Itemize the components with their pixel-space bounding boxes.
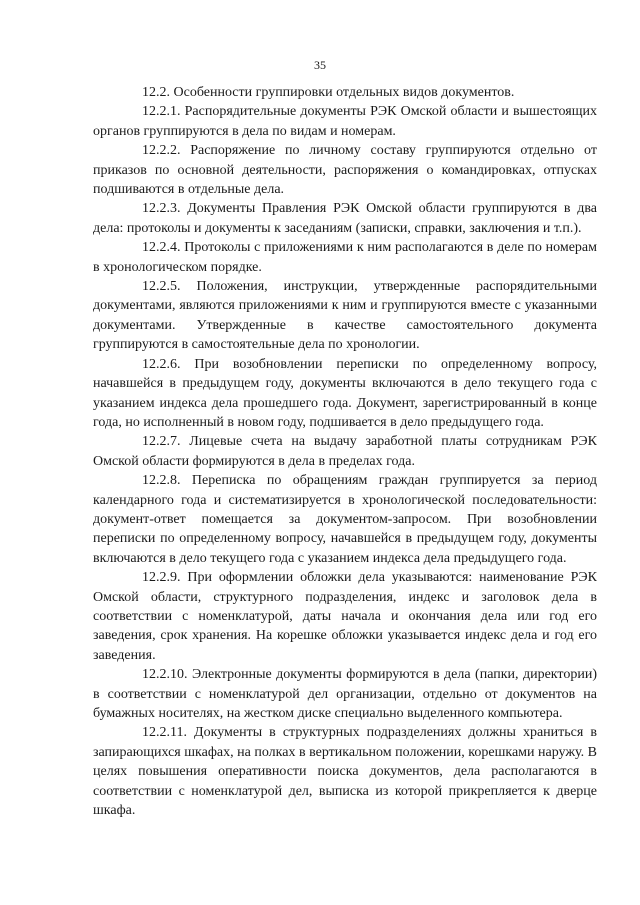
page-number: 35 — [314, 58, 326, 72]
paragraph-12-2-6: 12.2.6. При возобновлении переписки по определенному вопросу, начавшейся в предыдущем году, документы включаются в дело текущего года с указанием индекса дела прошедшего года. Документ, зарегистрированный в конце года, но исполненный в новом году, подшивается в дело предыдущего года. — [93, 356, 597, 430]
paragraph-12-2-4: 12.2.4. Протоколы с приложениями к ним располагаются в деле по номерам в хронологическом порядке. — [93, 240, 597, 275]
document-body — [93, 83, 597, 820]
paragraph-12-2-2: 12.2.2. Распоряжение по личному составу группируются отдельно от приказов по основной деятельности, распоряжения о командировках, отпусках подшиваются в отдельные дела. — [93, 143, 597, 198]
paragraph-12-2-3: 12.2.3. Документы Правления РЭК Омской области группируются в два дела: протоколы и документы к заседаниям (записки, справки, заключения и т.п.). — [93, 201, 597, 236]
paragraph-12-2-7: 12.2.7. Лицевые счета на выдачу заработной платы сотрудникам РЭК Омской области формируются в дела в пределах года. — [93, 434, 597, 469]
paragraph-12-2-1: 12.2.1. Распорядительные документы РЭК Омской области и вышестоящих органов группируются в дела по видам и номерам. — [93, 104, 597, 139]
paragraph-12-2-5: 12.2.5. Положения, инструкции, утвержденные распорядительными документами, являются приложениями к ним и группируются вместе с указанными документами. Утвержденные в качестве самостоятельного документа группируются в самостоятельные дела по хронологии. — [93, 279, 597, 353]
paragraph-12-2-9: 12.2.9. При оформлении обложки дела указываются: наименование РЭК Омской области, структурного подразделения, индекс и заголовок дела в соответствии с номенклатурой, даты начала и окончания дела или год его заведения, срок хранения. На корешке обложки указывается индекс дела и год его заведения. — [93, 570, 597, 663]
paragraph-12-2-11: 12.2.11. Документы в структурных подразделениях должны храниться в запирающихся шкафах, на полках в вертикальном положении, корешками наружу. В целях повышения оперативности поиска документов, дела располагаются в соответствии с номенклатурой дел, выписка из которой прикрепляется к дверце шкафа. — [93, 725, 597, 819]
section-heading-12-2: 12.2. Особенности группировки отдельных видов документов. — [142, 85, 515, 100]
paragraph-12-2-10: 12.2.10. Электронные документы формируются в дела (папки, директории) в соответствии с номенклатурой дел организации, отдельно от документов на бумажных носителях, на жестком диске специально выделенного компьютера. — [93, 667, 597, 721]
paragraph-12-2-8: 12.2.8. Переписка по обращениям граждан группируется за период календарного года и систематизируется в хронологической последовательности: документ-ответ помещается за документом-запросом. При возобновлении переписки по определенному вопросу, начавшейся в предыдущем году, документы включаются в дело текущего года с указанием индекса дела предыдущего года. — [93, 473, 597, 566]
